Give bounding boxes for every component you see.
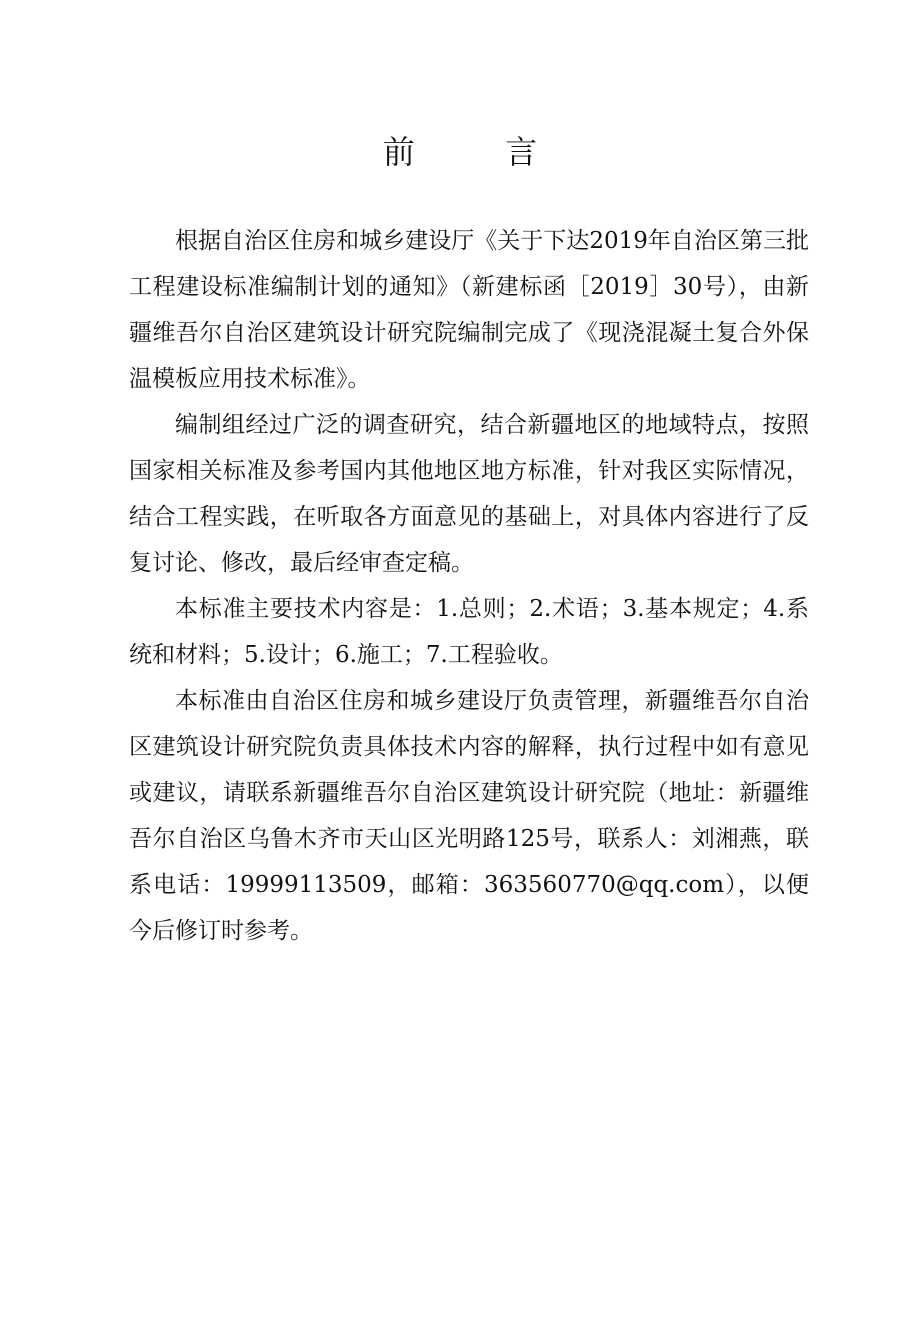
paragraph-management-contact: 本标准由自治区住房和城乡建设厅负责管理，新疆维吾尔自治区建筑设计研究院负责具体技术内容的解释，执行过程中如有意见或建议，请联系新疆维吾尔自治区建筑设计研究院（地址：新疆维吾尔自治区乌鲁木齐市天山区光明路125号，联系人：刘湘燕，联系电话：19999113509，邮箱：363560770@qq.com），以便今后修订时参考。 xyxy=(129,688,809,944)
paragraph-background: 根据自治区住房和城乡建设厅《关于下达2019年自治区第三批工程建设标准编制计划的通知》（新建标函［2019］30号），由新疆维吾尔自治区建筑设计研究院编制完成了《现浇混凝土复合外保温模板应用技术标准》。 xyxy=(129,228,809,392)
paragraph-main-contents: 本标准主要技术内容是：1.总则；2.术语；3.基本规定；4.系统和材料；5.设计；6.施工；7.工程验收。 xyxy=(129,596,809,668)
page-title: 前 言 xyxy=(382,133,578,171)
paragraph-compilation-process: 编制组经过广泛的调查研究，结合新疆地区的地域特点，按照国家相关标准及参考国内其他地区地方标准，针对我区实际情况，结合工程实践，在听取各方面意见的基础上，对具体内容进行了反复讨论、修改，最后经审查定稿。 xyxy=(129,412,809,576)
document-body xyxy=(129,218,809,954)
